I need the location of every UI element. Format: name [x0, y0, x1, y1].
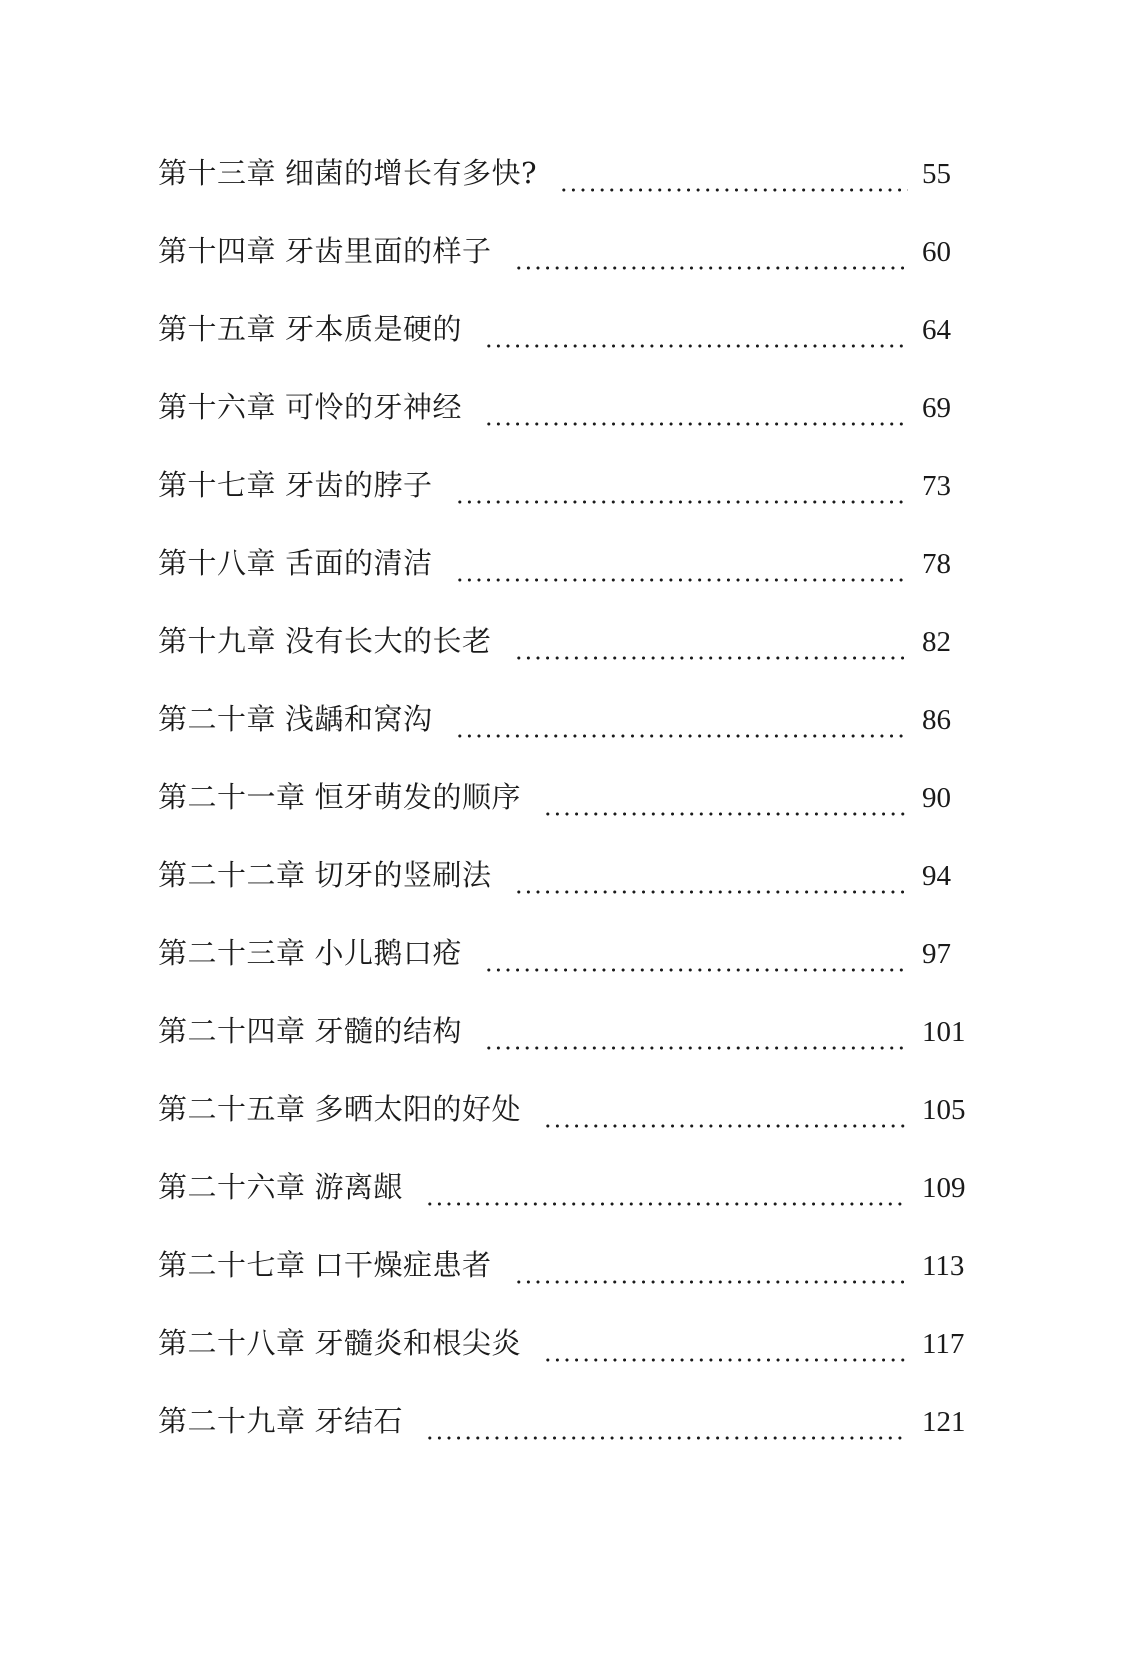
toc-entry[interactable]: [158, 457, 978, 535]
toc-entry-title: [158, 1237, 492, 1293]
dot-leader: [455, 578, 908, 582]
chapter-number: 第二十三章: [158, 936, 306, 970]
toc-entry[interactable]: [158, 847, 978, 925]
chapter-number: 第十七章: [158, 468, 277, 502]
dot-leader: [514, 1280, 908, 1284]
toc-entry-title: [158, 223, 492, 279]
table-of-contents: [158, 145, 978, 1471]
dot-leader: [514, 656, 908, 660]
dot-leader: [484, 968, 908, 972]
dot-leader: [484, 344, 908, 348]
page-number: 121: [922, 1406, 966, 1438]
page-number: 90: [922, 782, 951, 814]
dot-leader: [455, 734, 908, 738]
page-number: 69: [922, 392, 951, 424]
chapter-title: 牙髓炎和根尖炎: [314, 1326, 522, 1360]
chapter-title: 牙结石: [314, 1404, 404, 1438]
toc-entry-title: [158, 535, 433, 591]
dot-leader: [543, 1124, 908, 1128]
page-number: 109: [922, 1172, 966, 1204]
dot-leader: [484, 422, 908, 426]
chapter-title: 多晒太阳的好处: [314, 1092, 522, 1126]
toc-entry[interactable]: [158, 379, 978, 457]
chapter-title: 可怜的牙神经: [285, 390, 463, 424]
toc-entry-title: [158, 769, 521, 825]
chapter-number: 第二十七章: [158, 1248, 306, 1282]
toc-entry[interactable]: [158, 691, 978, 769]
toc-entry[interactable]: [158, 925, 978, 1003]
toc-entry-title: [158, 847, 492, 903]
page-number: 64: [922, 314, 951, 346]
chapter-title: 小儿鹅口疮: [314, 936, 463, 970]
toc-entry-title: [158, 145, 537, 201]
chapter-number: 第十四章: [158, 234, 277, 268]
toc-entry[interactable]: [158, 613, 978, 691]
toc-entry-title: [158, 613, 492, 669]
chapter-number: 第十六章: [158, 390, 277, 424]
chapter-number: 第二十二章: [158, 858, 306, 892]
dot-leader: [514, 266, 908, 270]
chapter-title: 细菌的增长有多快?: [285, 156, 538, 190]
chapter-title: 牙齿的脖子: [285, 468, 433, 502]
toc-entry-title: [158, 925, 462, 981]
page-number: 86: [922, 704, 951, 736]
dot-leader: [425, 1436, 908, 1440]
chapter-number: 第二十九章: [158, 1404, 306, 1438]
page-number: 105: [922, 1094, 966, 1126]
chapter-number: 第二十一章: [158, 780, 306, 814]
chapter-title: 恒牙萌发的顺序: [314, 780, 522, 814]
toc-entry[interactable]: [158, 1159, 978, 1237]
toc-entry-title: [158, 1159, 403, 1215]
toc-entry[interactable]: [158, 769, 978, 847]
toc-entry-title: [158, 691, 433, 747]
toc-entry[interactable]: [158, 535, 978, 613]
dot-leader: [543, 812, 908, 816]
chapter-title: 切牙的竖刷法: [314, 858, 492, 892]
dot-leader: [514, 890, 908, 894]
toc-entry-title: [158, 301, 462, 357]
toc-entry-title: [158, 1393, 403, 1449]
toc-entry[interactable]: [158, 223, 978, 301]
toc-entry-title: [158, 1315, 521, 1371]
chapter-number: 第二十五章: [158, 1092, 306, 1126]
toc-entry-title: [158, 1003, 462, 1059]
toc-entry-title: [158, 379, 462, 435]
dot-leader: [455, 500, 908, 504]
chapter-title: 牙本质是硬的: [285, 312, 463, 346]
chapter-title: 浅龋和窝沟: [285, 702, 433, 736]
chapter-number: 第二十章: [158, 702, 277, 736]
dot-leader: [484, 1046, 908, 1050]
toc-entry[interactable]: [158, 301, 978, 379]
chapter-number: 第十五章: [158, 312, 277, 346]
toc-entry-title: [158, 457, 433, 513]
page-number: 94: [922, 860, 951, 892]
chapter-title: 舌面的清洁: [285, 546, 433, 580]
dot-leader: [543, 1358, 908, 1362]
chapter-number: 第二十四章: [158, 1014, 306, 1048]
page-number: 117: [922, 1328, 965, 1360]
page-number: 82: [922, 626, 951, 658]
page-number: 60: [922, 236, 951, 268]
toc-entry[interactable]: [158, 145, 978, 223]
chapter-number: 第十八章: [158, 546, 277, 580]
toc-entry[interactable]: [158, 1237, 978, 1315]
page-number: 73: [922, 470, 951, 502]
chapter-title: 牙髓的结构: [314, 1014, 463, 1048]
chapter-title: 口干燥症患者: [314, 1248, 492, 1282]
dot-leader: [559, 188, 908, 192]
chapter-number: 第十九章: [158, 624, 277, 658]
page-number: 101: [922, 1016, 966, 1048]
page-number: 113: [922, 1250, 965, 1282]
toc-entry[interactable]: [158, 1081, 978, 1159]
chapter-title: 游离龈: [314, 1170, 404, 1204]
toc-entry[interactable]: [158, 1393, 978, 1471]
dot-leader: [425, 1202, 908, 1206]
toc-entry[interactable]: [158, 1003, 978, 1081]
chapter-number: 第二十六章: [158, 1170, 306, 1204]
chapter-title: 没有长大的长老: [285, 624, 492, 658]
chapter-number: 第十三章: [158, 156, 277, 190]
page-number: 55: [922, 158, 951, 190]
toc-entry[interactable]: [158, 1315, 978, 1393]
chapter-number: 第二十八章: [158, 1326, 306, 1360]
page-number: 78: [922, 548, 951, 580]
chapter-title: 牙齿里面的样子: [285, 234, 492, 268]
toc-entry-title: [158, 1081, 521, 1137]
page-number: 97: [922, 938, 951, 970]
